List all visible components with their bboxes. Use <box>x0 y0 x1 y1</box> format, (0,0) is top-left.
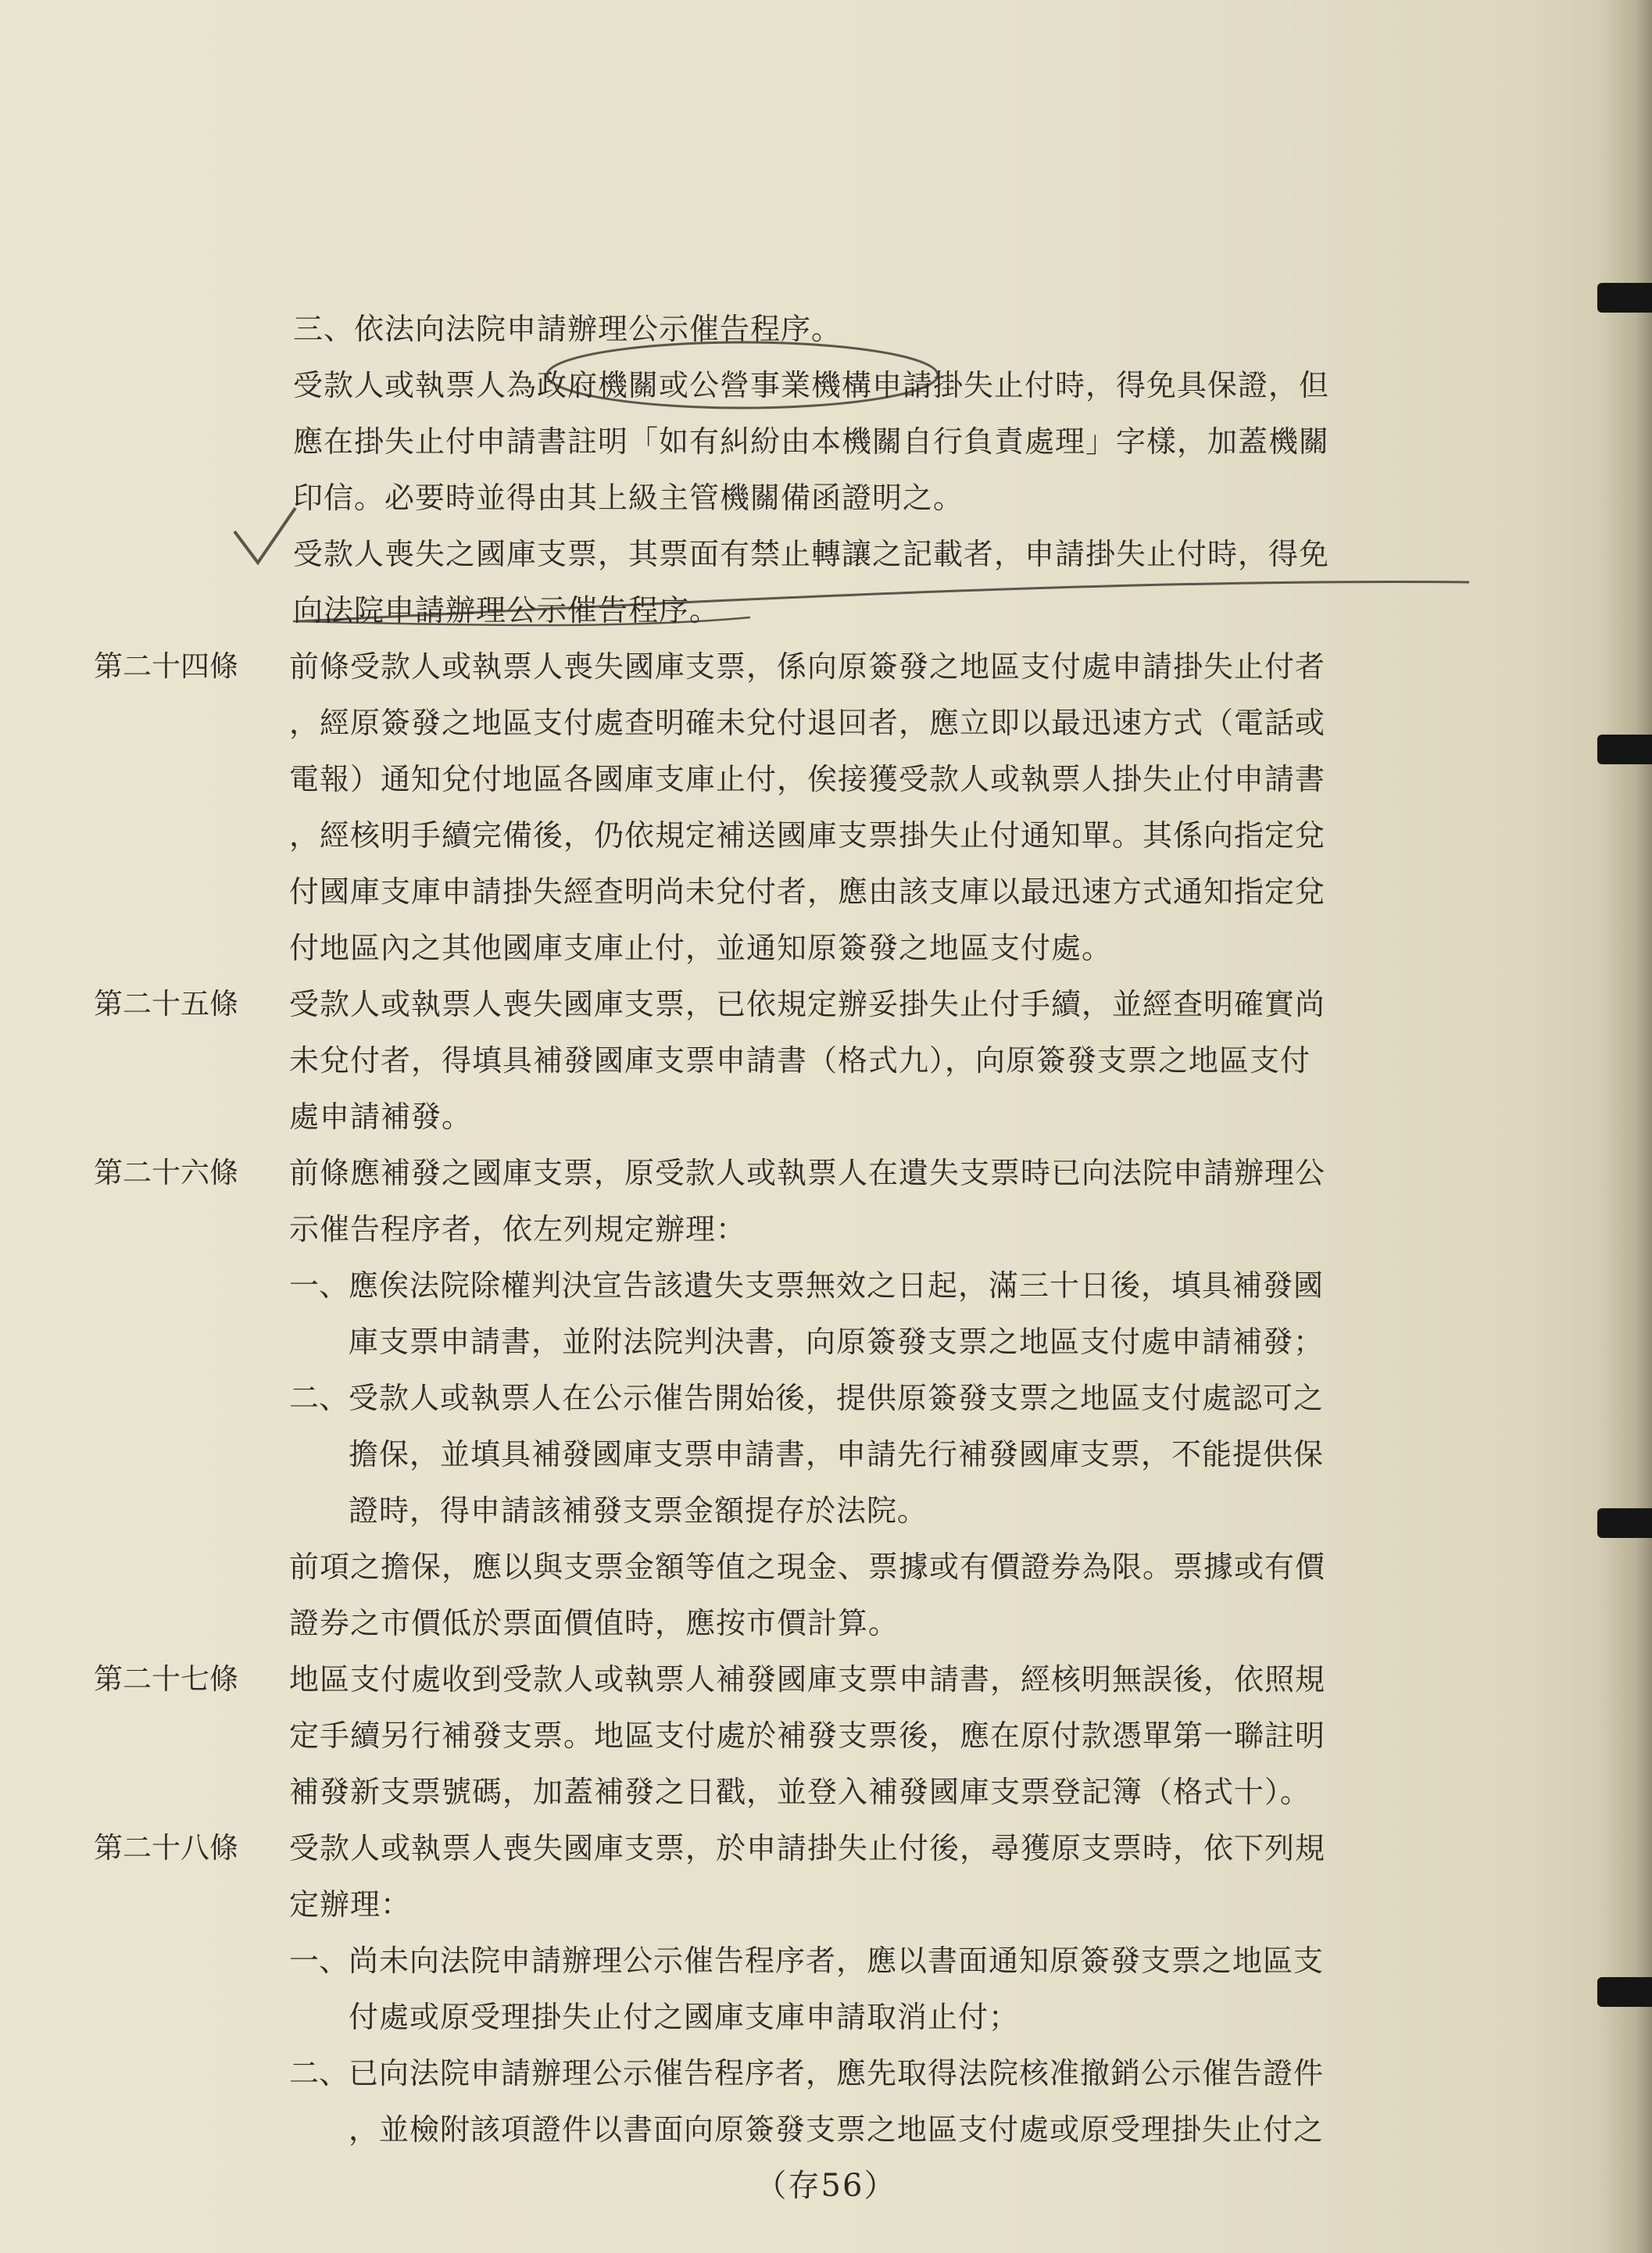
text-line: 受款人或執票人喪失國庫支票，已依規定辦妥掛失止付手續，並經查明確實尚 <box>289 987 1326 1021</box>
page-right-edge <box>1597 0 1652 2253</box>
text-line: 受款人或執票人在公示催告開始後，提供原簽發支票之地區支付處認可之 <box>349 1381 1325 1415</box>
text-line: 三、依法向法院申請辦理公示催告程序。 <box>293 312 842 346</box>
list-item <box>94 1370 1407 1539</box>
article-24 <box>94 638 1407 976</box>
intro-block <box>94 301 1407 638</box>
text-line: 前條受款人或執票人喪失國庫支票，係向原簽發之地區支付處申請掛失止付者 <box>289 649 1326 684</box>
text-line: 處申請補發。 <box>289 1100 473 1134</box>
binder-clip <box>1597 735 1652 764</box>
article-label: 第二十八條 <box>94 1831 238 1865</box>
text-line: 受款人或執票人喪失國庫支票，於申請掛失止付後，尋獲原支票時，依下列規 <box>289 1831 1326 1865</box>
text-line: ，經原簽發之地區支付處查明確未兌付退回者，應立即以最迅速方式（電話或 <box>289 706 1326 740</box>
text-line: 付國庫支庫申請掛失經查明尚未兌付者，應由該支庫以最迅速方式通知指定兌 <box>289 874 1326 909</box>
text-line: 擔保，並填具補發國庫支票申請書，申請先行補發國庫支票，不能提供保 <box>349 1437 1325 1472</box>
text-line: 電報）通知兌付地區各國庫支庫止付，俟接獲受款人或執票人掛失止付申請書 <box>289 762 1326 796</box>
list-marker: 一、 <box>289 1268 349 1303</box>
article-label: 第二十六條 <box>94 1156 238 1189</box>
text-line: 應俟法院除權判決宣告該遺失支票無效之日起，滿三十日後，填具補發國 <box>349 1268 1325 1303</box>
binder-clip <box>1597 283 1652 313</box>
text-line: 前項之擔保，應以與支票金額等值之現金、票據或有價證券為限。票據或有價 <box>289 1550 1326 1584</box>
article-26-tail <box>94 1539 1407 1651</box>
text-line: 地區支付處收到受款人或執票人補發國庫支票申請書，經核明無誤後，依照規 <box>289 1662 1326 1697</box>
binder-clip <box>1597 1508 1652 1538</box>
text-line: 證券之市價低於票面價值時，應按市價計算。 <box>289 1606 899 1640</box>
article-25 <box>94 976 1407 1145</box>
text-line: 定辦理： <box>289 1887 412 1922</box>
list-marker: 一、 <box>289 1944 349 1978</box>
list-marker: 二、 <box>289 1381 349 1415</box>
text-line: 付地區內之其他國庫支庫止付，並通知原簽發之地區支付處。 <box>289 931 1113 965</box>
article-label: 第二十四條 <box>94 649 238 683</box>
text-line: 庫支票申請書，並附法院判決書，向原簽發支票之地區支付處申請補發； <box>349 1325 1325 1359</box>
text-line: 已向法院申請辦理公示催告程序者，應先取得法院核准撤銷公示催告證件 <box>349 2056 1325 2090</box>
text-line: 付處或原受理掛失止付之國庫支庫申請取消止付； <box>349 2000 1020 2034</box>
text-line: ，經核明手續完備後，仍依規定補送國庫支票掛失止付通知單。其係向指定兌 <box>289 818 1326 853</box>
article-28 <box>94 1820 1407 1933</box>
text-line: 定手續另行補發支票。地區支付處於補發支票後，應在原付款憑單第一聯註明 <box>289 1718 1326 1753</box>
list-item <box>94 2045 1407 2158</box>
text-line: 受款人喪失之國庫支票，其票面有禁止轉讓之記載者，申請掛失止付時，得免 <box>293 537 1330 571</box>
text-line: 示催告程序者，依左列規定辦理： <box>289 1212 747 1246</box>
article-label: 第二十五條 <box>94 987 238 1021</box>
text-line: 未兌付者，得填具補發國庫支票申請書（格式九），向原簽發支票之地區支付 <box>289 1043 1311 1078</box>
text-line: 證時，得申請該補發支票金額提存於法院。 <box>349 1493 928 1528</box>
article-label: 第二十七條 <box>94 1662 238 1696</box>
text-line: ，並檢附該項證件以書面向原簽發支票之地區支付處或原受理掛失止付之 <box>349 2112 1325 2147</box>
article-27 <box>94 1651 1407 1820</box>
article-26 <box>94 1145 1407 1257</box>
document-body <box>94 301 1407 2158</box>
page-number: （存56） <box>755 2168 897 2204</box>
text-line: 印信。必要時並得由其上級主管機關備函證明之。 <box>293 481 964 515</box>
binder-clip <box>1597 1977 1652 2007</box>
text-line: 應在掛失止付申請書註明「如有糾紛由本機關自行負責處理」字樣，加蓋機關 <box>293 424 1330 459</box>
text-line: 受款人或執票人為政府機關或公營事業機構申請掛失止付時，得免具保證，但 <box>293 368 1330 402</box>
text-line: 尚未向法院申請辦理公示催告程序者，應以書面通知原簽發支票之地區支 <box>349 1944 1325 1978</box>
list-item <box>94 1933 1407 2045</box>
text-line: 向法院申請辦理公示催告程序。 <box>293 593 721 628</box>
text-line: 前條應補發之國庫支票，原受款人或執票人在遺失支票時已向法院申請辦理公 <box>289 1156 1326 1190</box>
text-line: 補發新支票號碼，加蓋補發之日戳，並登入補發國庫支票登記簿（格式十）。 <box>289 1775 1311 1809</box>
list-item <box>94 1257 1407 1370</box>
list-marker: 二、 <box>289 2056 349 2090</box>
